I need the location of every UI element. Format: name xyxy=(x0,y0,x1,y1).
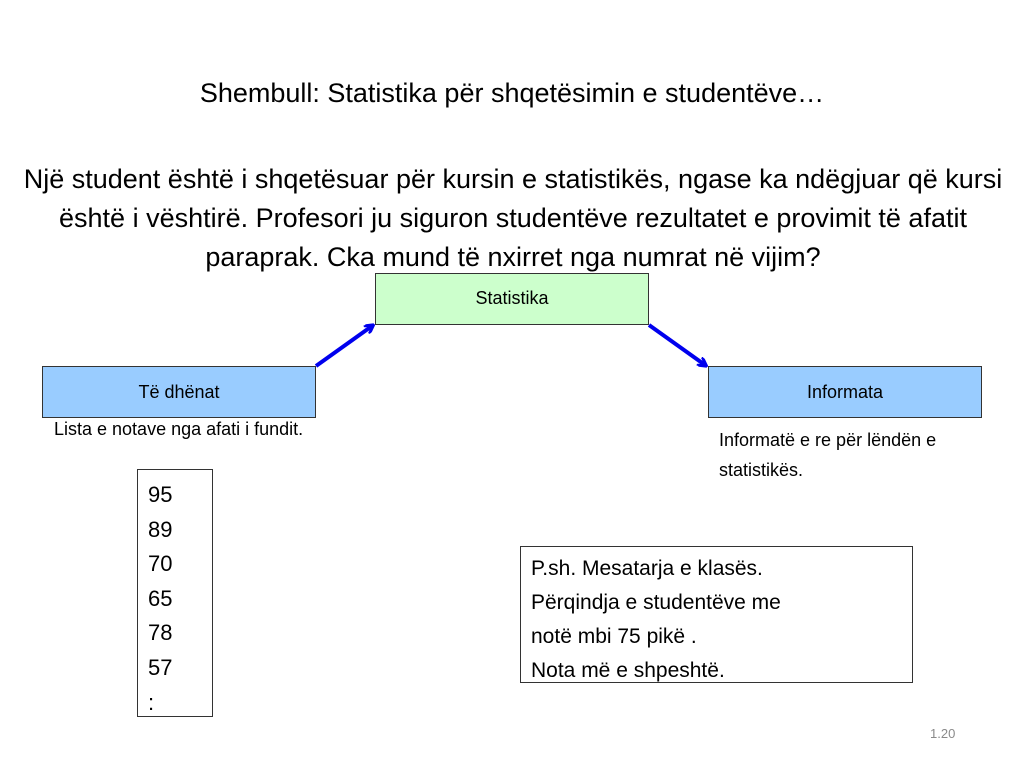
question-text: Një student është i shqetësuar për kursin e statistikës, ngase ka ndëgjuar që kursi është i vështirë. Profesori ju siguron studentëve rezultatet e provimit të afatit paraprak. Cka mund të nxirret nga numrat në vijim? xyxy=(23,164,1003,272)
grades-list xyxy=(137,469,213,717)
example-line: P.sh. Mesatarja e klasës. xyxy=(531,557,763,580)
statistics-box: Statistika xyxy=(375,273,649,325)
grade-item: 65 xyxy=(148,585,173,611)
data-description: Lista e notave nga afati i fundit. xyxy=(54,419,304,439)
grade-item: : xyxy=(148,689,155,715)
example-line: Nota më e shpeshtë. xyxy=(531,659,725,682)
arrow-data-to-statistics xyxy=(316,326,372,366)
examples-box xyxy=(520,546,913,683)
info-description: Informatë e re për lëndën e statistikës. xyxy=(719,430,937,480)
arrow-statistics-to-info xyxy=(649,325,705,365)
grade-item: 95 xyxy=(148,482,173,507)
grade-item: 89 xyxy=(148,516,173,542)
info-box: Informata xyxy=(708,366,982,418)
slide-title: Shembull: Statistika për shqetësimin e studentëve… xyxy=(199,78,825,108)
grade-item: 57 xyxy=(148,654,173,680)
example-line: Përqindja e studentëve me xyxy=(531,591,781,614)
page-number: 1.20 xyxy=(930,726,956,741)
grade-item: 70 xyxy=(148,551,173,577)
data-box: Të dhënat xyxy=(42,366,316,418)
example-line: notë mbi 75 pikë . xyxy=(531,625,697,648)
grade-item: 78 xyxy=(148,620,173,646)
